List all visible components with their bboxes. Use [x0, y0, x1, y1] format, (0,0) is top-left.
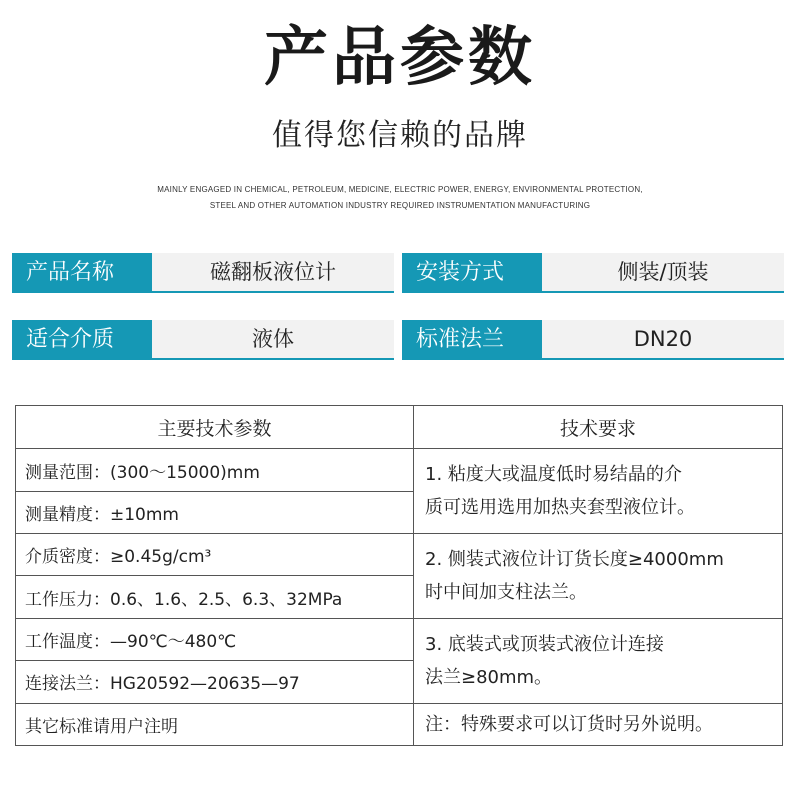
spec-value: DN20: [542, 320, 784, 360]
english-tagline-line-1: MAINLY ENGAGED IN CHEMICAL, PETROLEUM, MEDICINE, ELECTRIC POWER, ENERGY, ENVIRONMENTAL PROTECTION,: [157, 185, 643, 194]
spec-install-method: [402, 253, 784, 293]
spec-value: 液体: [152, 320, 394, 360]
requirement-line: 2. 侧装式液位计订货长度≥4000mm: [425, 548, 724, 570]
requirement-line: 质可选用选用加热夹套型液位计。: [425, 497, 695, 519]
param-cell: 介质密度：≥0.45g/cm³: [16, 534, 414, 576]
english-tagline-line-2: STEEL AND OTHER AUTOMATION INDUSTRY REQUIRED INSTRUMENTATION MANUFACTURING: [209, 201, 591, 210]
parameters-table: [15, 405, 783, 746]
table-header-row: [16, 406, 783, 449]
table-row: [16, 534, 783, 576]
spec-value: 磁翻板液位计: [152, 253, 394, 293]
column-header-requirements: 技术要求: [414, 406, 783, 449]
requirement-line: 3. 底装式或顶装式液位计连接: [425, 633, 664, 655]
param-cell: 其它标准请用户注明: [16, 703, 414, 745]
spec-value: 侧装/顶装: [542, 253, 784, 293]
spec-label: 产品名称: [12, 253, 152, 293]
table-row: [16, 703, 783, 745]
column-header-parameters: 主要技术参数: [16, 406, 414, 449]
spec-label: 标准法兰: [402, 320, 542, 360]
page-subtitle: 值得您信赖的品牌: [272, 118, 528, 153]
requirement-cell: [414, 703, 783, 745]
param-cell: 工作温度：—90℃～480℃: [16, 618, 414, 660]
param-cell: 工作压力：0.6、1.6、2.5、6.3、32MPa: [16, 576, 414, 618]
spec-standard-flange: [402, 320, 784, 360]
spec-label: 安装方式: [402, 253, 542, 293]
spec-label: 适合介质: [12, 320, 152, 360]
requirement-line: 时中间加支柱法兰。: [425, 581, 587, 603]
requirement-cell: [414, 618, 783, 703]
requirement-cell: [414, 449, 783, 534]
page-title: 产品参数: [264, 21, 536, 95]
table-row: [16, 449, 783, 491]
requirement-line: 注：特殊要求可以订货时另外说明。: [425, 713, 713, 735]
requirement-line: 法兰≥80mm。: [425, 666, 553, 688]
param-cell: 连接法兰：HG20592—20635—97: [16, 661, 414, 703]
param-cell: 测量精度：±10mm: [16, 491, 414, 533]
requirement-cell: [414, 534, 783, 619]
spec-product-name: [12, 253, 394, 293]
requirement-line: 1. 粘度大或温度低时易结晶的介: [425, 464, 682, 486]
spec-medium: [12, 320, 394, 360]
table-row: [16, 618, 783, 660]
param-cell: 测量范围：(300～15000)mm: [16, 449, 414, 491]
